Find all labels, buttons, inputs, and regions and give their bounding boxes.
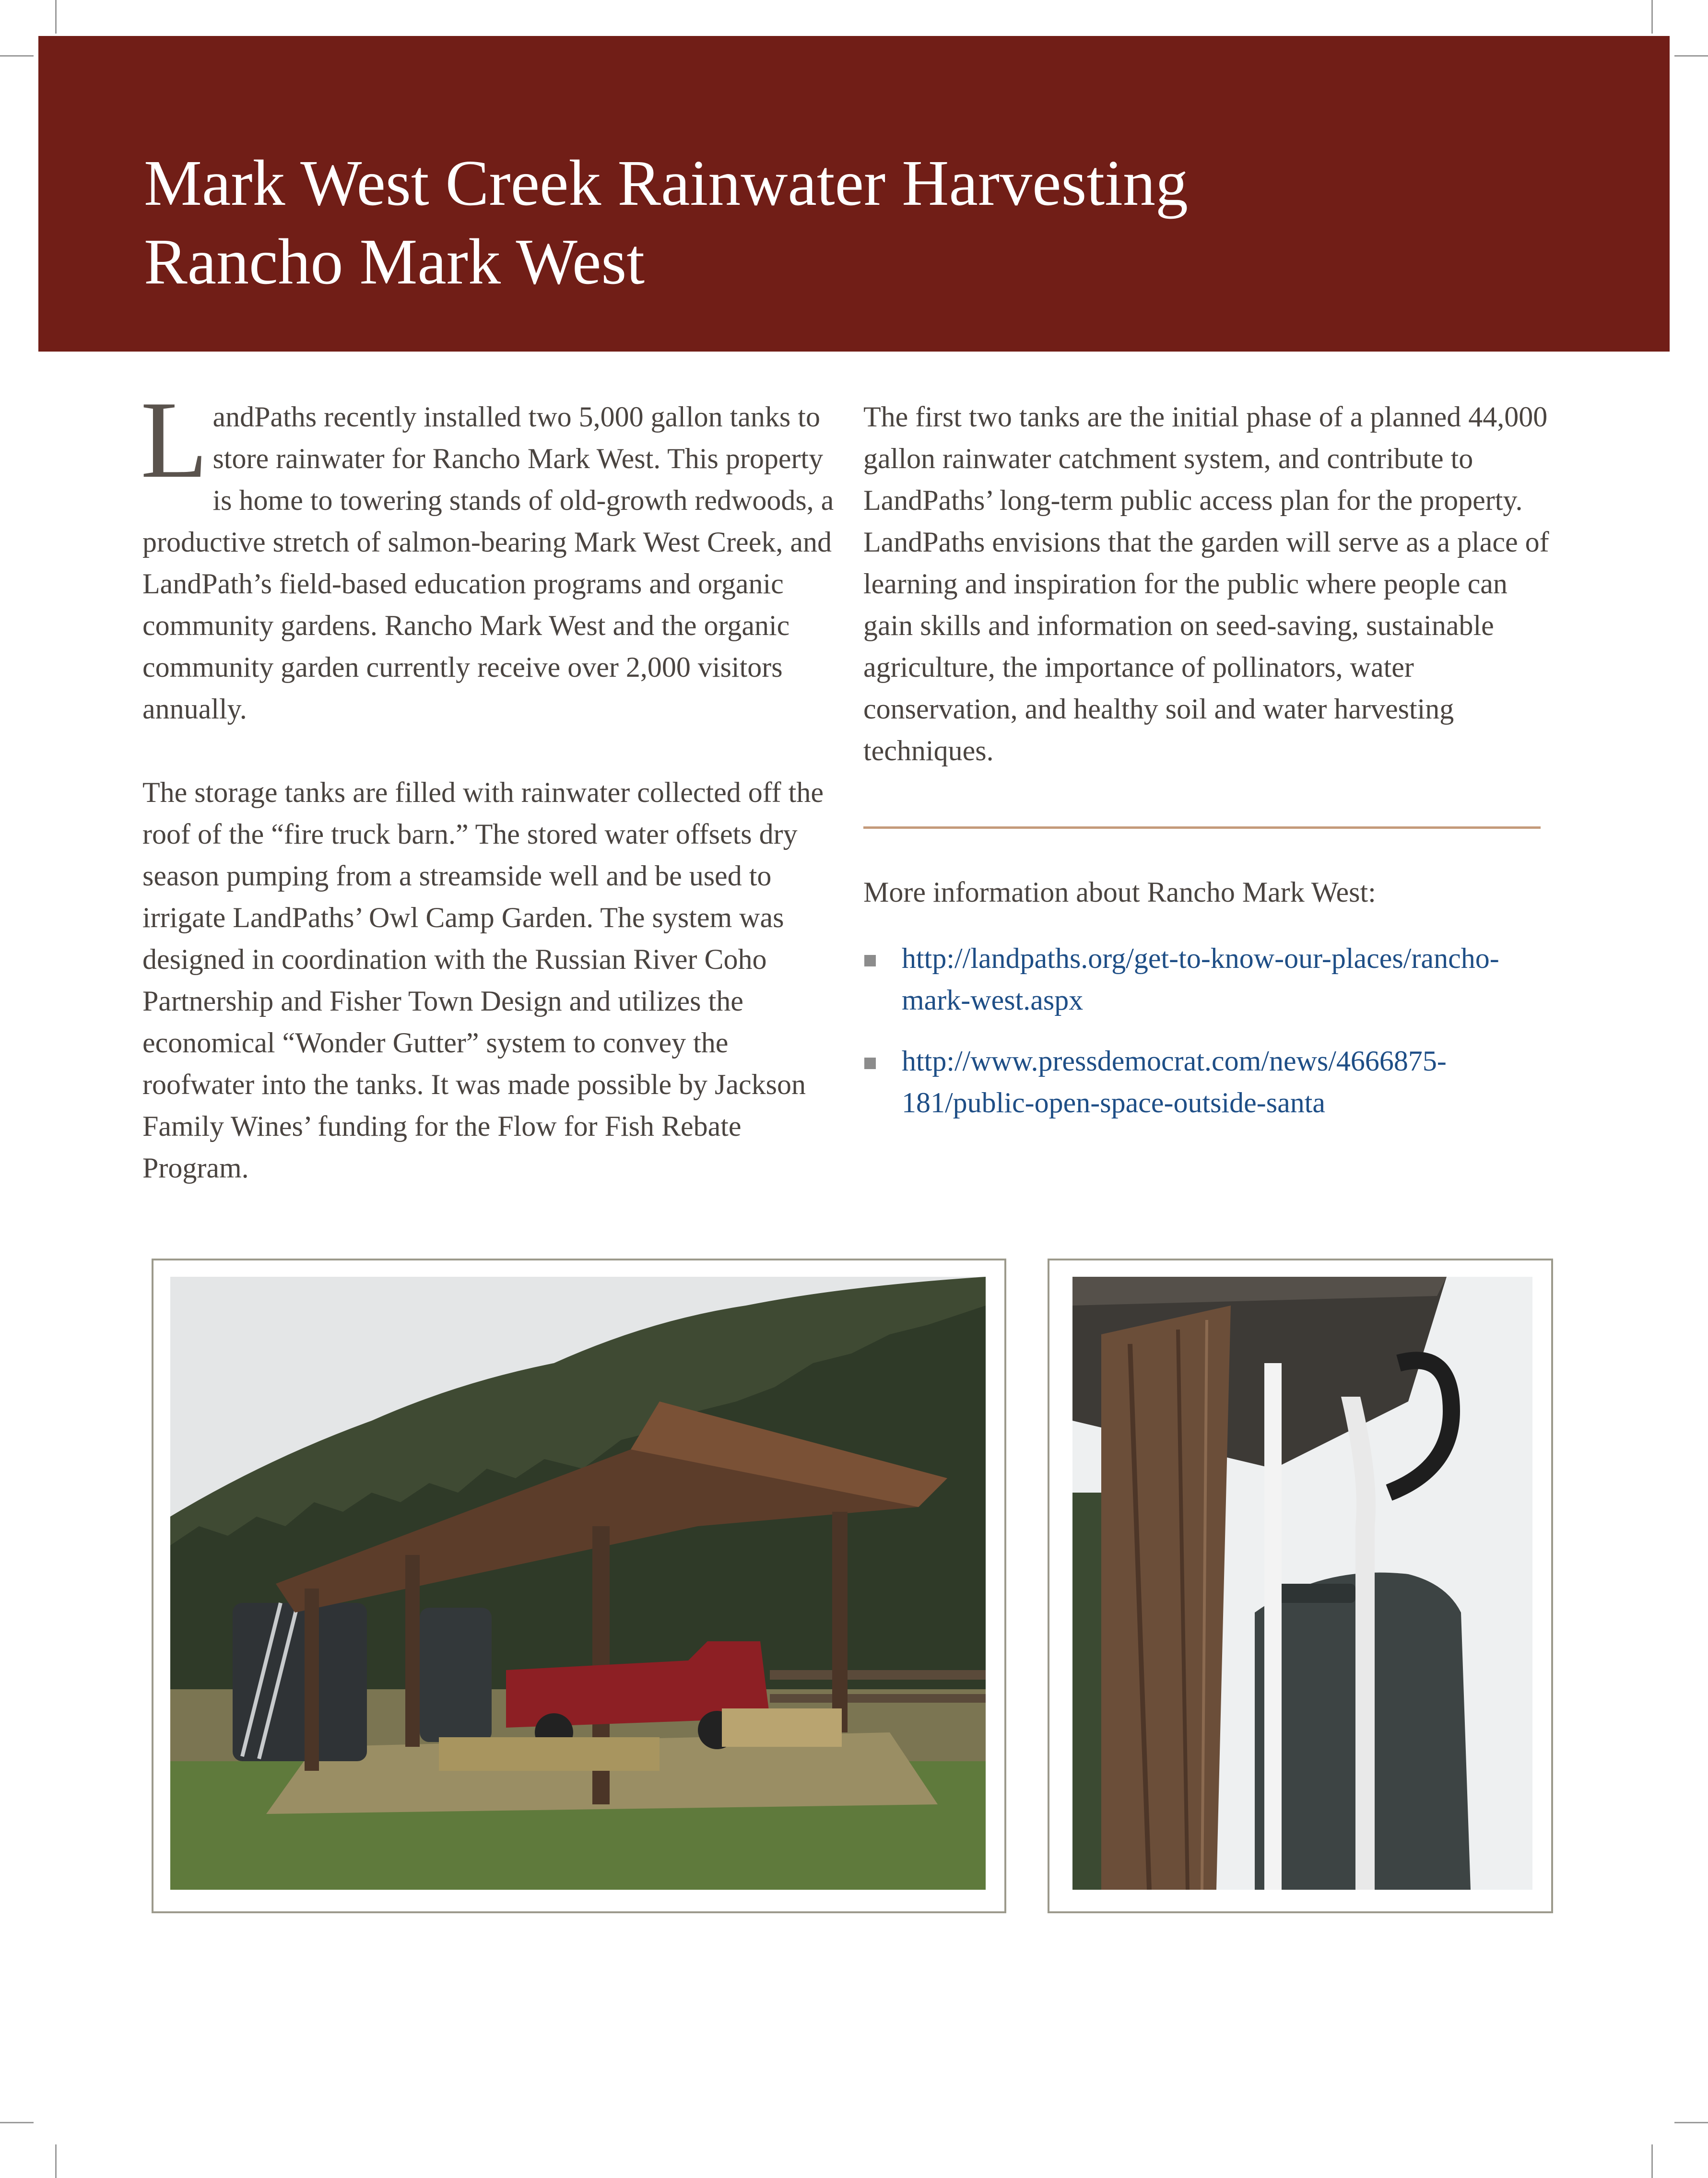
list-item xyxy=(863,938,1564,1021)
crop-mark xyxy=(1674,55,1708,57)
title-line-2: Rancho Mark West xyxy=(144,226,645,298)
landpaths-link[interactable]: http://landpaths.org/get-to-know-our-places/rancho-mark-west.aspx xyxy=(902,942,1499,1016)
crop-mark xyxy=(55,0,57,34)
list-item xyxy=(863,1040,1564,1124)
pressdemocrat-link[interactable]: http://www.pressdemocrat.com/news/4666875-181/public-open-space-outside-santa xyxy=(902,1045,1447,1118)
right-column xyxy=(863,396,1559,813)
crop-mark xyxy=(1651,2144,1653,2178)
intro-text: andPaths recently installed two 5,000 gallon tanks to store rainwater for Rancho Mark West. This property is home to towering stands of old-growth redwoods, a productive stretch of salmon-bearing Mark West Creek, and LandPath’s field-based education programs and organic community gardens. Rancho Mark West and the organic community garden currently receive over 2,000 visitors annually. xyxy=(142,401,834,725)
link-list xyxy=(863,938,1564,1143)
title-line-1: Mark West Creek Rainwater Harvesting xyxy=(144,147,1188,219)
barn-photo xyxy=(170,1277,986,1890)
crop-mark xyxy=(0,55,34,57)
drop-cap: L xyxy=(141,378,208,501)
crop-mark xyxy=(0,2122,34,2123)
square-bullet-icon xyxy=(864,955,876,966)
square-bullet-icon xyxy=(864,1058,876,1069)
more-info-heading: More information about Rancho Mark West: xyxy=(863,876,1376,908)
page-title xyxy=(144,144,1583,301)
tank-photo xyxy=(1072,1277,1532,1890)
crop-mark xyxy=(55,2144,57,2178)
section-divider xyxy=(863,826,1541,829)
intro-paragraph xyxy=(141,378,838,730)
crop-mark xyxy=(1674,2122,1708,2123)
crop-mark xyxy=(1651,0,1653,34)
plan-paragraph: The first two tanks are the initial phase of a planned 44,000 gallon rainwater catchment system, and contribute to LandPaths’ long-term public access plan for the property. LandPaths envisions that the garden will serve as a place of learning and inspiration for the public where people can gain skills and information on seed-saving, sustainable agriculture, the importance of pollinators, water conservation, and healthy soil and water harvesting techniques. xyxy=(863,401,1549,766)
left-column xyxy=(141,378,838,1231)
storage-paragraph: The storage tanks are filled with rainwater collected off the roof of the “fire truck barn.” The stored water offsets dry season pumping from a streamside well and be used to irrigate LandPaths’ Owl Camp Garden. The system was designed in coordination with the Russian River Coho Partnership and Fisher Town Design and utilizes the economical “Wonder Gutter” system to convey the roofwater into the tanks. It was made possible by Jackson Family Wines’ funding for the Flow for Fish Rebate Program. xyxy=(142,777,824,1184)
